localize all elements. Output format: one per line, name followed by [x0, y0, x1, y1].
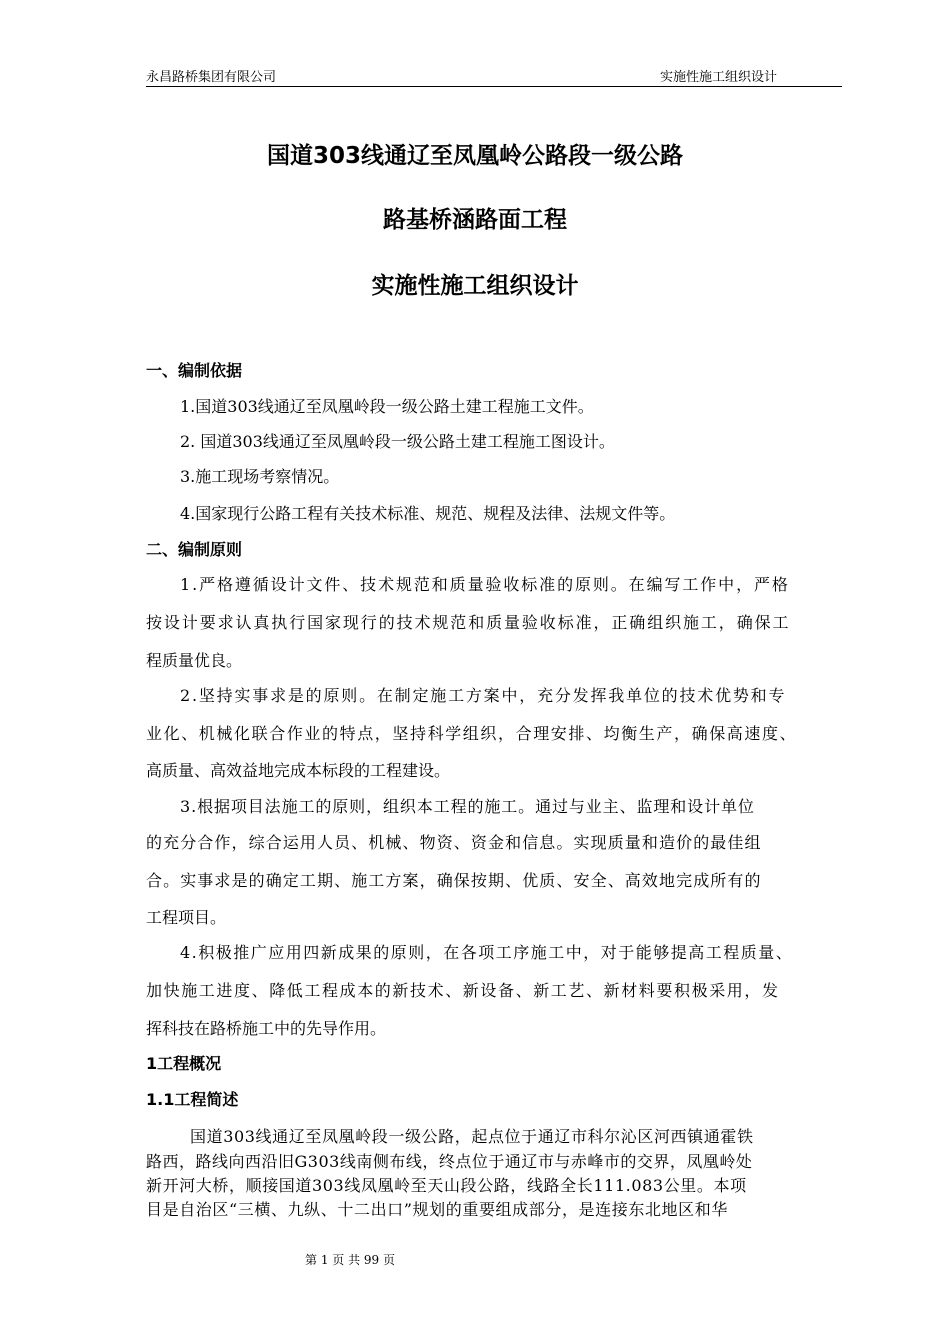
page-header-title: 实施性施工组织设计 — [660, 70, 778, 85]
page-number: 第 1 页 共 99 页 — [305, 1253, 395, 1267]
section-heading-overview: 1工程概况 — [146, 1054, 222, 1073]
principle-3-line: 的充分合作，综合运用人员、机械、物资、资金和信息。实现质量和造价的最佳组 — [146, 833, 762, 852]
page-header-company: 永昌路桥集团有限公司 — [146, 70, 277, 85]
principle-4-line: 4.积极推广应用四新成果的原则，在各项工序施工中，对于能够提高工程质量、 — [180, 943, 794, 962]
basis-item: 3.施工现场考察情况。 — [180, 467, 340, 486]
basis-item: 1.国道303线通辽至凤凰岭段一级公路土建工程施工文件。 — [180, 397, 594, 416]
doc-title-line-1: 国道303线通辽至凤凰岭公路段一级公路 — [266, 143, 683, 169]
principle-1-line: 程质量优良。 — [146, 651, 243, 670]
overview-line: 国道303线通辽至凤凰岭段一级公路，起点位于通辽市科尔沁区河西镇通霍铁 — [190, 1127, 754, 1146]
basis-item: 2. 国道303线通辽至凤凰岭段一级公路土建工程施工图设计。 — [180, 432, 615, 451]
principle-3-line: 工程项目。 — [146, 908, 227, 927]
principle-3-line: 合。实事求是的确定工期、施工方案，确保按期、优质、安全、高效地完成所有的 — [146, 871, 762, 890]
principle-4-line: 挥科技在路桥施工中的先导作用。 — [146, 1019, 387, 1038]
section-heading-principles: 二、编制原则 — [146, 540, 243, 559]
doc-title-line-2: 路基桥涵路面工程 — [383, 207, 567, 233]
basis-item: 4.国家现行公路工程有关技术标准、规范、规程及法律、法规文件等。 — [180, 504, 676, 523]
principle-3-line: 3.根据项目法施工的原则，组织本工程的施工。通过与业主、监理和设计单位 — [180, 797, 755, 816]
overview-line: 新开河大桥，顺接国道303线凤凰岭至天山段公路，线路全长111.083公里。本项 — [146, 1176, 747, 1195]
overview-line: 目是自治区“三横、九纵、十二出口”规划的重要组成部分，是连接东北地区和华 — [146, 1200, 728, 1219]
principle-2-line: 业化、机械化联合作业的特点，坚持科学组织，合理安排、均衡生产，确保高速度、 — [146, 724, 798, 743]
principle-2-line: 2.坚持实事求是的原则。在制定施工方案中，充分发挥我单位的技术优势和专 — [180, 686, 787, 705]
principle-1-line: 1.严格遵循设计文件、技术规范和质量验收标准的原则。在编写工作中，严格 — [180, 575, 790, 594]
section-heading-basis: 一、编制依据 — [146, 361, 243, 380]
header-rule — [146, 86, 842, 87]
principle-4-line: 加快施工进度、降低工程成本的新技术、新设备、新工艺、新材料要积极采用，发 — [146, 981, 780, 1000]
principle-2-line: 高质量、高效益地完成本标段的工程建设。 — [146, 761, 451, 780]
subsection-heading-summary: 1.1工程简述 — [146, 1090, 239, 1109]
overview-line: 路西，路线向西沿旧G303线南侧布线，终点位于通辽市与赤峰市的交界，凤凰岭处 — [146, 1152, 753, 1171]
principle-1-line: 按设计要求认真执行国家现行的技术规范和质量验收标准，正确组织施工，确保工 — [146, 613, 791, 632]
doc-title-line-3: 实施性施工组织设计 — [371, 273, 579, 299]
